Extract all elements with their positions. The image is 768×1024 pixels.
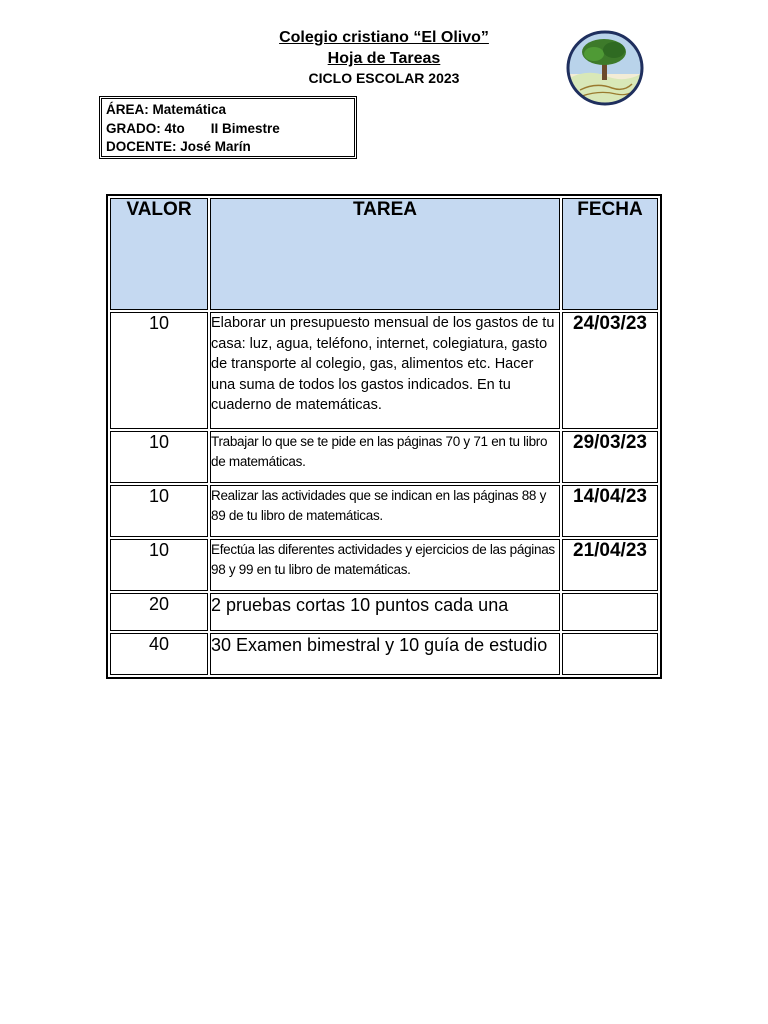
row-fecha (562, 593, 658, 631)
row-fecha: 29/03/23 (562, 431, 658, 483)
table-header-row (110, 198, 658, 310)
header-valor: VALOR (110, 198, 208, 310)
row-tarea: Efectúa las diferentes actividades y ejercicios de las páginas 98 y 99 en tu libro de matemáticas. (210, 539, 560, 591)
row-tarea: 2 pruebas cortas 10 puntos cada una (210, 593, 560, 631)
row-valor: 10 (110, 485, 208, 537)
row-tarea: Realizar las actividades que se indican en las páginas 88 y 89 de tu libro de matemáticas. (210, 485, 560, 537)
row-fecha: 24/03/23 (562, 312, 658, 429)
school-cycle: CICLO ESCOLAR 2023 (308, 70, 460, 86)
row-valor: 20 (110, 593, 208, 631)
row-tarea: Elaborar un presupuesto mensual de los gastos de tu casa: luz, agua, teléfono, internet, colegiatura, gasto de transporte al colegio, gas, alimentos etc. Hacer una suma de todos los gastos indicados. En tu cuaderno de matemáticas. (210, 312, 560, 429)
row-valor: 10 (110, 539, 208, 591)
tasks-table (106, 194, 662, 679)
row-tarea: 30 Examen bimestral y 10 guía de estudio (210, 633, 560, 675)
term-label: II Bimestre (210, 120, 280, 136)
school-name: Colegio cristiano “El Olivo” (279, 29, 489, 46)
table-row (110, 431, 658, 483)
table-row (110, 633, 658, 675)
table-row (110, 312, 658, 429)
grade-label: GRADO: 4to (106, 120, 185, 136)
row-fecha (562, 633, 658, 675)
row-valor: 40 (110, 633, 208, 675)
area-label: ÁREA: Matemática (106, 102, 227, 117)
grade-row (106, 120, 354, 139)
row-tarea: Trabajar lo que se te pide en las páginas 70 y 71 en tu libro de matemáticas. (210, 431, 560, 483)
table-row (110, 539, 658, 591)
course-info-box (99, 96, 357, 159)
document-title: Hoja de Tareas (327, 50, 441, 67)
row-fecha: 21/04/23 (562, 539, 658, 591)
row-valor: 10 (110, 312, 208, 429)
header-tarea: TAREA (210, 198, 560, 310)
school-logo (566, 30, 644, 106)
row-fecha: 14/04/23 (562, 485, 658, 537)
table-row (110, 485, 658, 537)
row-valor: 10 (110, 431, 208, 483)
table-row (110, 593, 658, 631)
teacher-label: DOCENTE: José Marín (106, 139, 251, 154)
header-fecha: FECHA (562, 198, 658, 310)
